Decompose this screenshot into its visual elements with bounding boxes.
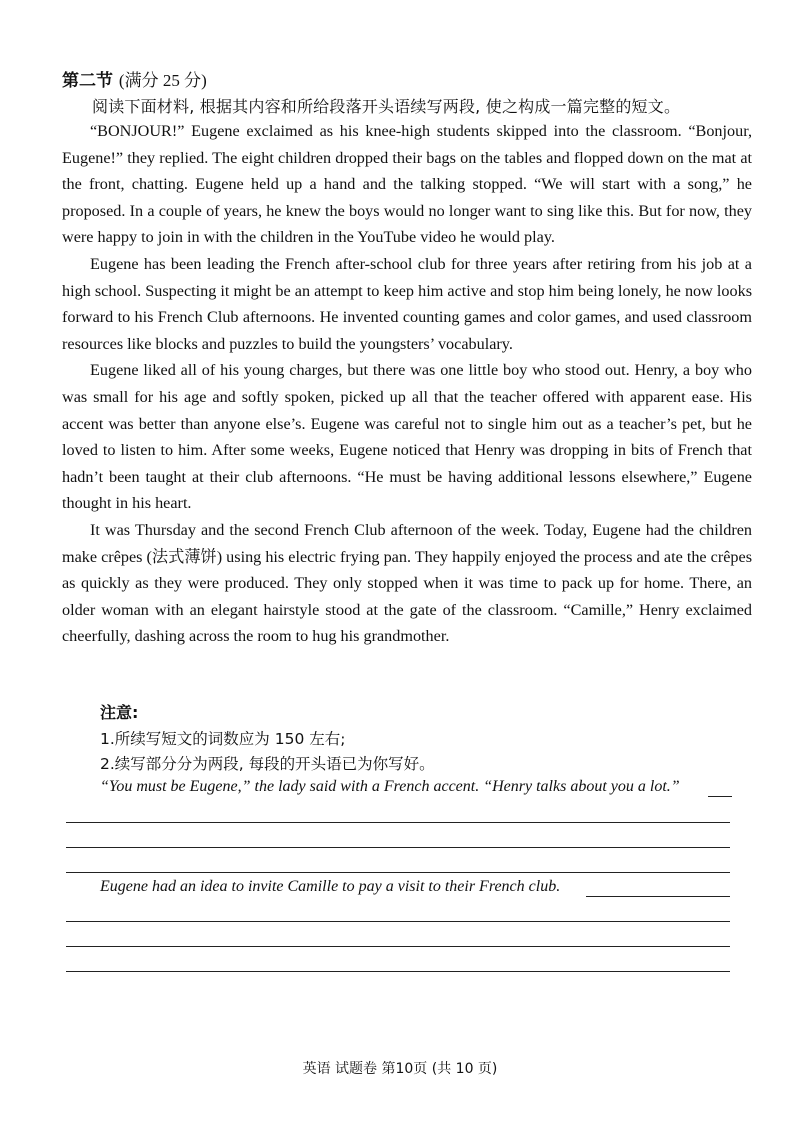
paragraph-1-opening: “You must be Eugene,” the lady said with a French accent. “Henry talks about you a lot.”: [100, 778, 680, 795]
writing-line-7[interactable]: [66, 946, 730, 947]
passage-paragraph-3: Eugene liked all of his young charges, but there was one little boy who stood out. Henry, a boy who was small for his age and softly spoken, picked up all that the teacher offered with apparent ease. His accent was better than anyone else’s. Eugene was careful not to single him out as a teacher’s pet, but he loved to listen to him. After some weeks, Eugene noticed that Henry was dropping in bits of French that hadn’t been taught at their club afternoons. “He must be having additional lessons elsewhere,” Eugene thought in his heart.: [62, 361, 752, 513]
writing-line-5-tail[interactable]: [586, 896, 730, 897]
writing-line-3[interactable]: [66, 847, 730, 848]
writing-line-1-tail[interactable]: [708, 796, 732, 797]
page-footer: 英语 试题卷 第10页 (共 10 页): [302, 1061, 498, 1077]
note-item-2: 2.续写部分分为两段, 每段的开头语已为你写好。: [100, 755, 435, 773]
section-score: (满分 25 分): [118, 71, 207, 90]
note-item-1: 1.所续写短文的词数应为 150 左右;: [100, 730, 346, 748]
passage-paragraph-1: “BONJOUR!” Eugene exclaimed as his knee-high students skipped into the classroom. “Bonjour, Eugene!” they replied. The eight children dropped their bags on the tables and flopped down on the mat at the front, chatting. Eugene held up a hand and the talking stopped. “We will start with a song,” he proposed. In a couple of years, he knew the boys would no longer want to sing like this. But for now, they were happy to join in with the children in the YouTube video he would play.: [62, 122, 752, 247]
writing-line-4[interactable]: [66, 872, 730, 873]
writing-line-6[interactable]: [66, 921, 730, 922]
section-heading: [62, 66, 207, 91]
reading-passage: [62, 118, 752, 650]
section-title: 第二节: [62, 71, 113, 91]
instruction-text: 阅读下面材料, 根据其内容和所给段落开头语续写两段, 使之构成一篇完整的短文。: [92, 97, 681, 116]
passage-paragraph-4: It was Thursday and the second French Club afternoon of the week. Today, Eugene had the children make crêpes (法式薄饼) using his electric frying pan. They happily enjoyed the process and ate the crêpes as quickly as they were produced. They only stopped when it was time to pack up for home. There, an older woman with an elegant hairstyle stood at the gate of the classroom. “Camille,” Henry exclaimed cheerfully, dashing across the room to hug his grandmother.: [62, 520, 752, 646]
writing-line-8[interactable]: [66, 971, 730, 972]
paragraph-2-opening: Eugene had an idea to invite Camille to pay a visit to their French club.: [100, 878, 561, 895]
notes-title: 注意:: [100, 703, 139, 722]
writing-line-2[interactable]: [66, 822, 730, 823]
notes-block: [100, 700, 740, 777]
passage-paragraph-2: Eugene has been leading the French after-school club for three years after retiring from his job at a high school. Suspecting it might be an attempt to keep him active and stop him being lonely, he now looks forward to his French Club afternoons. He invented counting games and color games, and used classroom resources like blocks and puzzles to build the youngsters’ vocabulary.: [62, 254, 752, 353]
